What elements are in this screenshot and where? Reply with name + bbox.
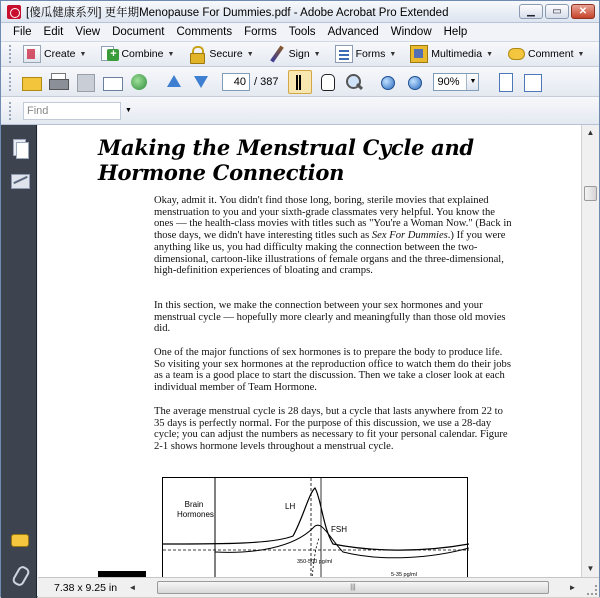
page-size-readout: 7.38 x 9.25 in — [54, 581, 118, 594]
navigation-toolbar — [1, 67, 599, 97]
title-bar — [1, 1, 599, 23]
menu-document[interactable]: Document — [112, 26, 165, 38]
multimedia-icon — [410, 45, 428, 63]
comment-bubble-icon — [507, 45, 525, 63]
chevron-down-icon: ▼ — [313, 50, 321, 58]
menu-window[interactable]: Window — [390, 26, 432, 38]
lock-icon — [188, 45, 206, 63]
open-folder-icon[interactable] — [19, 70, 43, 94]
zoom-level-select[interactable] — [433, 73, 479, 91]
section-heading: Making the Menstrual Cycle and Hormone Connection — [98, 135, 474, 185]
menu-view[interactable]: View — [75, 26, 101, 38]
email-icon[interactable] — [100, 70, 124, 94]
minimize-button[interactable]: ▁ — [519, 4, 543, 19]
vertical-scrollbar[interactable] — [581, 125, 599, 577]
fit-width-icon[interactable] — [520, 70, 544, 94]
zoom-out-icon[interactable] — [375, 70, 399, 94]
menu-edit[interactable]: Edit — [43, 26, 64, 38]
status-bar — [38, 577, 599, 597]
figure-label-fsh: FSH — [331, 525, 347, 534]
sign-button[interactable] — [264, 43, 325, 65]
chevron-down-icon: ▼ — [577, 50, 585, 58]
document-view[interactable] — [38, 125, 581, 577]
resize-grip-icon[interactable] — [587, 585, 597, 595]
toolbar-grip[interactable] — [9, 102, 13, 120]
find-input[interactable]: Find — [23, 102, 121, 120]
combine-files-icon — [100, 45, 118, 63]
paragraph-1: Okay, admit it. You didn't find those long, boring, sterile movies that explained menstruation to you and your sixth-grade classmates very helpful. You know the ones — the health-class movies with titles such as "You're a Woman Now." (Back in those days, we didn't have interesting titles such as Sex For Dummies.) If you were anything like us, you had difficulty making the connection between the two-dimensional, cartoon-like illustrations of female organs and the three-dimensional, high-definition experiences of bloating and cramps. — [154, 195, 512, 277]
create-pdf-icon — [23, 45, 41, 63]
acrobat-app-icon — [7, 5, 21, 19]
pdf-page — [38, 125, 581, 577]
chevron-down-icon: ▼ — [79, 50, 87, 58]
menu-advanced[interactable]: Advanced — [327, 26, 379, 38]
menu-tools[interactable]: Tools — [288, 26, 316, 38]
scroll-up-arrow-icon[interactable]: ▲ — [586, 128, 595, 137]
zoom-tool-icon[interactable] — [342, 70, 366, 94]
menu-help[interactable]: Help — [443, 26, 468, 38]
vertical-scroll-thumb[interactable] — [584, 186, 597, 201]
chevron-down-icon[interactable]: ▼ — [466, 74, 478, 90]
navigation-pane — [1, 125, 37, 598]
zoom-in-icon[interactable] — [402, 70, 426, 94]
secure-label: Secure — [209, 48, 243, 60]
printer-icon[interactable] — [46, 70, 70, 94]
scroll-left-arrow-icon[interactable]: ◄ — [128, 583, 137, 592]
collaborate-globe-icon[interactable] — [127, 70, 151, 94]
maximize-button[interactable]: ▭ — [545, 4, 569, 19]
menu-forms[interactable]: Forms — [244, 26, 277, 38]
forms-button[interactable] — [331, 43, 401, 65]
paragraph-3: One of the major functions of sex hormones is to prepare the body to produce life. So visiting your sex hormones at the reproduction office to watch them do their jobs as a team is a good place to start the discussion. Then we take a closer look at each individual member of Team Hormone. — [154, 347, 511, 394]
menu-comments[interactable]: Comments — [176, 26, 233, 38]
create-label: Create — [44, 48, 76, 60]
figure-label-lh: LH — [285, 502, 296, 511]
figure-label-range-low: 5-35 pg/ml — [391, 572, 417, 577]
chevron-down-icon: ▼ — [486, 50, 493, 58]
close-button[interactable]: ✕ — [571, 4, 595, 19]
paragraph-2: In this section, we make the connection between your sex hormones and your menstrual cycle — hopefully more clearly and meaningfully than those old movies did. — [154, 300, 506, 335]
forms-label: Forms — [355, 48, 386, 60]
sign-label: Sign — [288, 48, 310, 60]
figure-label-range-high: 350-500 pg/ml — [297, 559, 333, 565]
attachments-panel-icon[interactable] — [11, 565, 29, 583]
multimedia-button[interactable] — [406, 43, 497, 65]
chevron-down-icon: ▼ — [389, 50, 397, 58]
scroll-down-arrow-icon[interactable]: ▼ — [586, 564, 595, 573]
comments-panel-icon[interactable] — [11, 531, 29, 549]
previous-page-icon[interactable] — [162, 70, 186, 94]
menu-bar — [1, 23, 599, 41]
zoom-level-value: 90% — [437, 75, 460, 88]
form-icon — [335, 45, 353, 63]
page-number-input[interactable]: 40 — [222, 73, 250, 91]
chevron-down-icon: ▼ — [167, 50, 175, 58]
combine-button[interactable] — [96, 43, 178, 65]
chevron-down-icon: ▼ — [246, 50, 254, 58]
comment-label: Comment — [528, 48, 574, 60]
toolbar-grip[interactable] — [9, 73, 13, 91]
find-toolbar — [1, 97, 599, 125]
select-text-tool-icon[interactable] — [288, 70, 312, 94]
figure-label-brain-hormones: Brain Hormones — [177, 500, 214, 519]
multimedia-label: Multimedia — [431, 48, 483, 60]
combine-label: Combine — [121, 48, 164, 60]
pen-icon — [268, 45, 286, 63]
chevron-down-icon[interactable]: ▼ — [125, 107, 132, 114]
scroll-right-arrow-icon[interactable]: ► — [568, 583, 577, 592]
pages-panel-icon[interactable] — [11, 139, 29, 157]
signatures-panel-icon[interactable] — [11, 171, 29, 189]
next-page-icon[interactable] — [189, 70, 213, 94]
window-controls — [519, 4, 595, 19]
horizontal-scroll-thumb[interactable]: ||| — [157, 581, 549, 594]
save-icon[interactable] — [73, 70, 97, 94]
comment-button[interactable] — [503, 43, 588, 65]
page-total: / 387 — [254, 75, 279, 88]
horizontal-scrollbar[interactable] — [126, 581, 579, 594]
paragraph-4: The average menstrual cycle is 28 days, but a cycle that lasts anywhere from 22 to 35 days is perfectly normal. For the purpose of this discussion, we use a 28-day cycle; you can adjust the numbers as necessary to fit your personal calendar. Figure 2-1 shows hormone levels throughout a menstrual cycle. — [154, 406, 508, 453]
create-button[interactable] — [19, 43, 90, 65]
menu-file[interactable]: File — [13, 26, 32, 38]
window-title: [傻瓜健康系列] 更年期Menopause For Dummies.pdf - Adobe Acrobat Pro Extended — [26, 6, 449, 19]
tasks-toolbar — [1, 41, 599, 67]
toolbar-grip[interactable] — [9, 45, 13, 63]
hand-tool-icon[interactable] — [315, 70, 339, 94]
fit-page-icon[interactable] — [493, 70, 517, 94]
hormone-figure — [162, 477, 468, 577]
secure-button[interactable] — [184, 43, 257, 65]
